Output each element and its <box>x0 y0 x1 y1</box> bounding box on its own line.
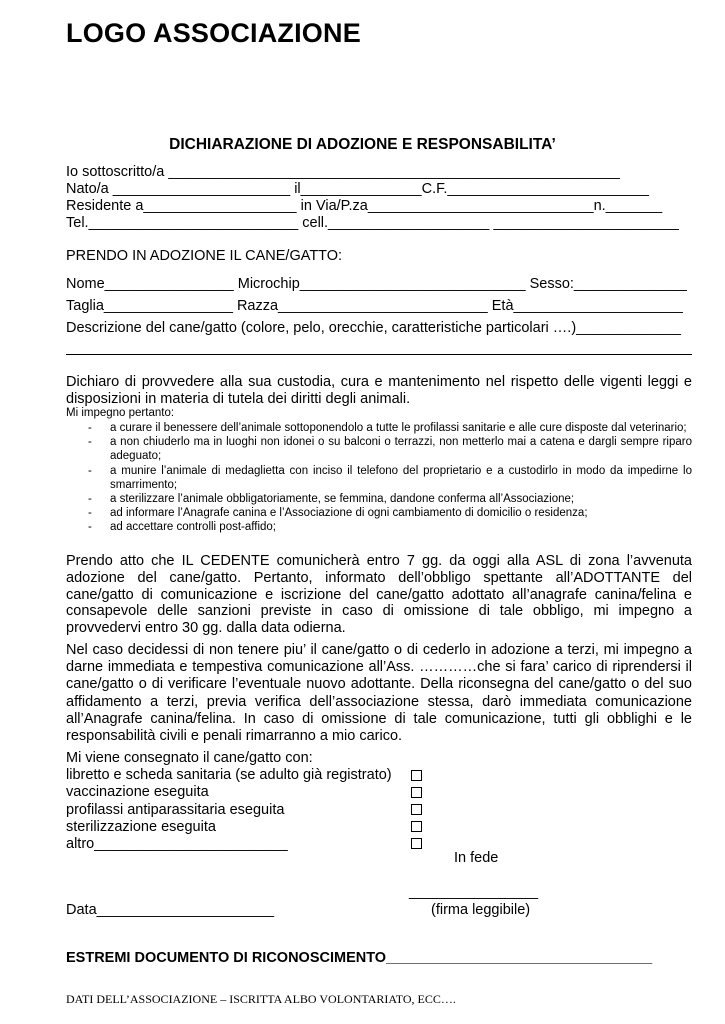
handover-item-sterilization: sterilizzazione eseguita <box>66 818 216 835</box>
id-document-line[interactable]: ESTREMI DOCUMENTO DI RICONOSCIMENTO_________________________________ <box>66 950 653 966</box>
document-title: DICHIARAZIONE DI ADOZIONE E RESPONSABILITA’ <box>169 136 556 153</box>
checkbox-health-booklet[interactable] <box>411 770 422 781</box>
commitment-list <box>66 421 692 535</box>
commitment-intro: Mi impegno pertanto: <box>66 407 175 419</box>
commitment-item: - ad informare l’Anagrafe canina e l’Associazione di ogni cambiamento di domicilio o residenza; <box>88 507 588 520</box>
adopter-name-line[interactable]: Io sottoscritto/a ________________________________________________________ <box>66 164 620 180</box>
signature-line[interactable]: ________________ <box>409 884 539 900</box>
adopter-residence-line[interactable]: Residente a___________________ in Via/P.za____________________________n._______ <box>66 198 663 214</box>
checkbox-sterilization[interactable] <box>411 821 422 832</box>
cedente-paragraph: Prendo atto che IL CEDENTE comunicherà entro 7 gg. da oggi alla ASL di zona l’avvenuta adozione del cane/gatto. Pertanto, informato dell’obbligo spettante all’ADOTTANTE del cane/gatto di comunicazione e iscrizione del cane/gatto adottato all’anagrafe canina/felina e consapevole delle sanzioni previste in caso di omissione di tale obbligo, mi impegno a provvedervi entro 30 gg. dalla data odierna. <box>66 553 692 637</box>
association-logo-text: LOGO ASSOCIAZIONE <box>66 18 361 48</box>
animal-description-line[interactable]: Descrizione del cane/gatto (colore, pelo, orecchie, caratteristiche particolari ….)_____________ <box>66 320 681 336</box>
in-fede-label: In fede <box>454 850 499 866</box>
handover-checklist <box>66 750 392 853</box>
commitment-item: - a sterilizzare l’animale obbligatoriamente, se femmina, dandone conferma all’Associazione; <box>88 493 575 506</box>
commitment-item: - a munire l’animale di medaglietta con inciso il telefono del proprietario e a custodirlo in modo da impedirne lo smarrimento; <box>88 464 692 491</box>
adoption-heading: PRENDO IN ADOZIONE IL CANE/GATTO: <box>66 248 343 264</box>
third-party-paragraph: Nel caso decidessi di non tenere piu’ il cane/gatto o di cederlo in adozione a terzi, mi impegno a darne immediata e tempestiva comunicazione all’Ass. …………che si fara’ carico di riprendersi il cane/gatto o di verificare l’eventuale nuovo adottante. Della riconsegna del cane/gatto o del suo affidamento a terzi, previa verifica dell’associazione stessa, darò immediata comunicazione all’Anagrafe canina/felina. In caso di omissione di tale comunicazione, tutti gli obblighi e le responsabilità civili e penali rimarranno a mio carico. <box>66 642 692 745</box>
commitment-item: - a curare il benessere dell’animale sottoponendolo a tutte le profilassi sanitarie e alle cure disposte dal veterinario; <box>88 422 687 434</box>
adopter-birth-line[interactable]: Nato/a ______________________ il_______________C.F._________________________ <box>66 181 649 197</box>
handover-intro: Mi viene consegnato il cane/gatto con: <box>66 750 313 766</box>
description-underline <box>66 354 692 355</box>
animal-size-line[interactable]: Taglia________________ Razza__________________________ Età_____________________ <box>66 298 683 314</box>
association-footer: DATI DELL’ASSOCIAZIONE – ISCRITTA ALBO VOLONTARIATO, ECC…. <box>66 992 456 1006</box>
commitment-item: - a non chiuderlo ma in luoghi non idonei o su balconi o terrazzi, non metterlo mai a catena e dargli sempre riparo adeguato; <box>88 436 692 463</box>
adopter-phone-line[interactable]: Tel.__________________________ cell.____________________ _______________________ <box>66 215 679 231</box>
handover-item-other[interactable]: altro________________________ <box>66 836 288 853</box>
checkbox-antiparasitic[interactable] <box>411 804 422 815</box>
animal-name-line[interactable]: Nome________________ Microchip____________________________ Sesso:______________ <box>66 276 687 292</box>
handover-item-antiparasitic: profilassi antiparassitaria eseguita <box>66 801 285 818</box>
checkbox-other[interactable] <box>411 838 422 849</box>
date-line[interactable]: Data______________________ <box>66 902 275 918</box>
signature-caption: (firma leggibile) <box>431 902 531 918</box>
commitment-item: - ad accettare controlli post-affido; <box>88 521 276 534</box>
handover-item-health-booklet: libretto e scheda sanitaria (se adulto già registrato) <box>66 767 392 784</box>
handover-item-vaccination: vaccinazione eseguita <box>66 784 209 801</box>
declaration-paragraph: Dichiaro di provvedere alla sua custodia, cura e mantenimento nel rispetto delle vigenti leggi e disposizioni in materia di tutela dei diritti degli animali. <box>66 374 692 407</box>
checkbox-vaccination[interactable] <box>411 787 422 798</box>
